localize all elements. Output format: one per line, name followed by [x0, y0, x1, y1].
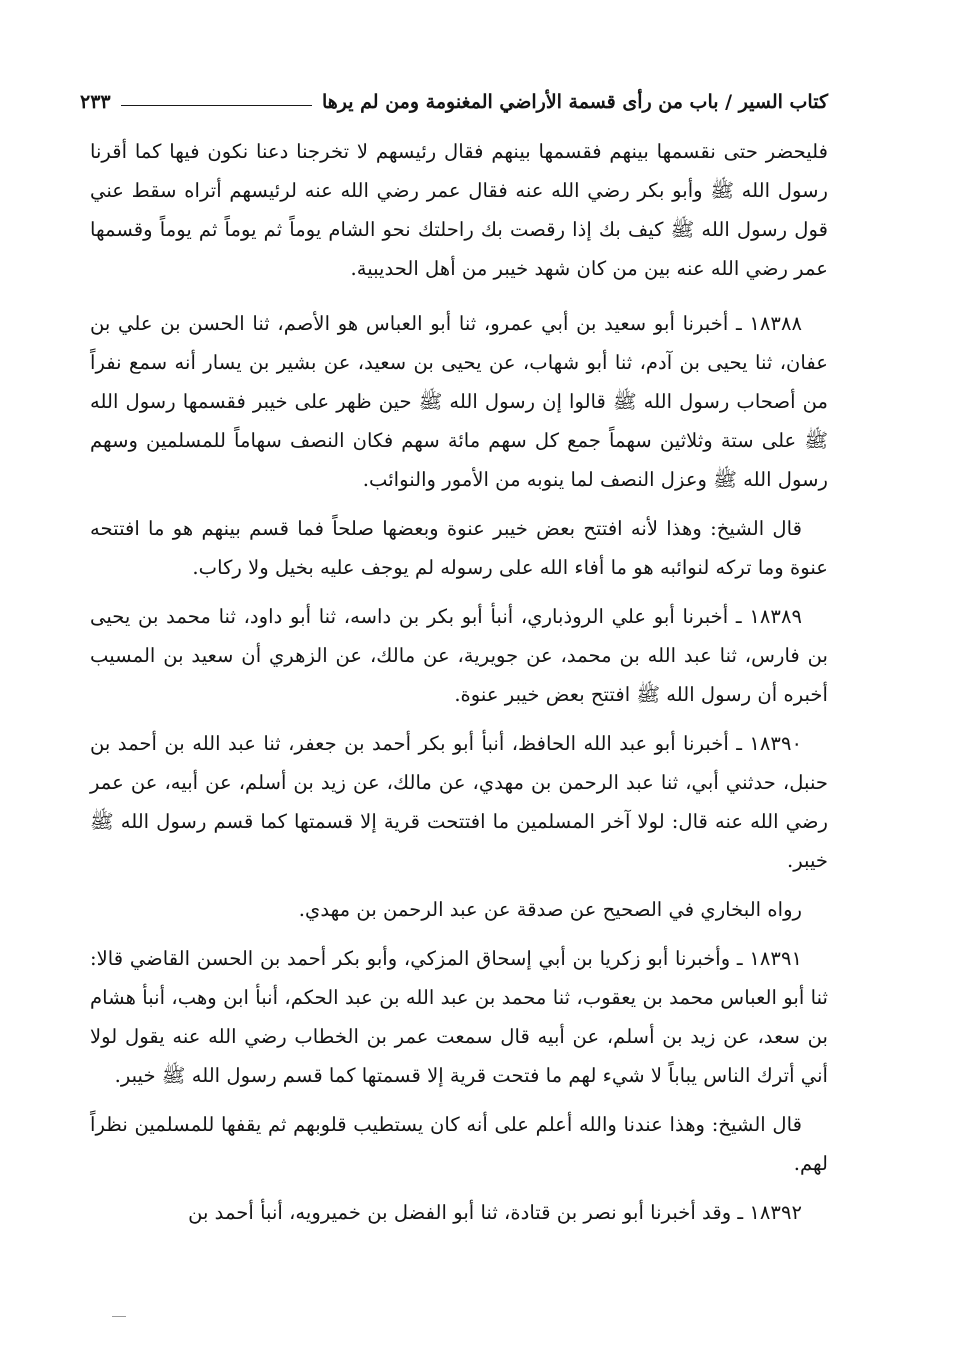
bukhari-note: رواه البخاري في الصحيح عن صدقة عن عبد الرحمن بن مهدي. [298, 898, 802, 921]
hadith-18389: ١٨٣٨٩ ـ أخبرنا أبو علي الروذباري، أنبأ أبو بكر بن داسه، ثنا أبو داود، ثنا محمد بن يحيى بن فارس، ثنا عبد الله بن محمد، عن جويرية، عن مالك، عن الزهري أن سعيد بن المسيب أخبره أن رسول الله ﷺ افتتح بعض خيبر عنوة. [90, 605, 828, 706]
header-rule [121, 105, 312, 106]
hadith-18391: ١٨٣٩١ ـ وأخبرنا أبو زكريا بن أبي إسحاق المزكي، وأبو بكر أحمد بن الحسن القاضي قالا: ثنا أبو العباس محمد بن يعقوب، ثنا محمد بن عبد الله بن عبد الحكم، أنبأ ابن وهب، أنبأ هشام بن سعد، عن زيد بن أسلم، عن أبيه قال سمعت عمر بن الخطاب رضي الله عنه يقول لولا أني أترك الناس يباباً لا شيء لهم ما فتحت قرية إلا قسمتها كما قسم رسول الله ﷺ خيبر. [90, 947, 828, 1087]
running-header [80, 82, 828, 122]
page-corner-mark [112, 1316, 126, 1317]
hadith-18388: ١٨٣٨٨ ـ أخبرنا أبو سعيد بن أبي عمرو، ثنا أبو العباس هو الأصم، ثنا الحسن بن علي بن عفان، ثنا يحيى بن آدم، ثنا أبو شهاب، عن يحيى بن سعيد، عن بشير بن يسار أنه سمع نفراً من أصحاب رسول الله ﷺ قالوا إن رسول الله ﷺ حين ظهر على خيبر فقسمها رسول الله ﷺ على ستة وثلاثين سهماً جمع كل سهم مائة سهم فكان النصف سهاماً للمسلمين وسهم رسول الله ﷺ وعزل النصف لما ينوبه من الأمور والنوائب. [90, 312, 828, 491]
hadith-18392: ١٨٣٩٢ ـ وقد أخبرنا أبو نصر بن قتادة، ثنا أبو الفضل بن خميرويه، أنبأ أحمد بن [188, 1201, 802, 1224]
paragraph-continuation: فليحضر حتى نقسمها بينهم فقسمها بينهم فقال رئيسهم لا تخرجنا دعنا نكون فيها كما أقرنا رسول الله ﷺ وأبو بكر رضي الله عنه فقال عمر رضي الله عنه لرئيسهم أتراه سقط عني قول رسول الله ﷺ كيف بك إذا رقصت بك راحلتك نحو الشام يوماً ثم يوماً ثم يوماً وقسمها عمر رضي الله عنه بين من كان شهد خيبر من أهل الحديبية. [90, 140, 828, 280]
body-text [90, 132, 828, 1232]
page-number: ٢٣٣ [80, 91, 111, 113]
sheikh-comment-1: قال الشيخ: وهذا لأنه افتتح بعض خيبر عنوة وبعضها صلحاً فما قسم بينهم هو ما افتتحه عنوة وما تركه لنوائبه هو ما أفاء الله على رسوله لم يوجف عليه بخيل ولا ركاب. [90, 517, 828, 579]
hadith-18390: ١٨٣٩٠ ـ أخبرنا أبو عبد الله الحافظ، أنبأ أبو بكر أحمد بن جعفر، ثنا عبد الله بن أحمد بن حنبل، حدثني أبي، ثنا عبد الرحمن بن مهدي، عن مالك، عن زيد بن أسلم، عن أبيه، عن عمر رضي الله عنه قال: لولا آخر المسلمين ما افتتحت قرية إلا قسمتها كما قسم رسول الله ﷺ خيبر. [90, 732, 828, 872]
sheikh-comment-2: قال الشيخ: وهذا عندنا والله أعلم على أنه كان يستطيب قلوبهم ثم يقفها للمسلمين نظراً لهم. [90, 1113, 828, 1175]
running-title: كتاب السير / باب من رأى قسمة الأراضي المغنومة ومن لم يرها [321, 91, 828, 113]
